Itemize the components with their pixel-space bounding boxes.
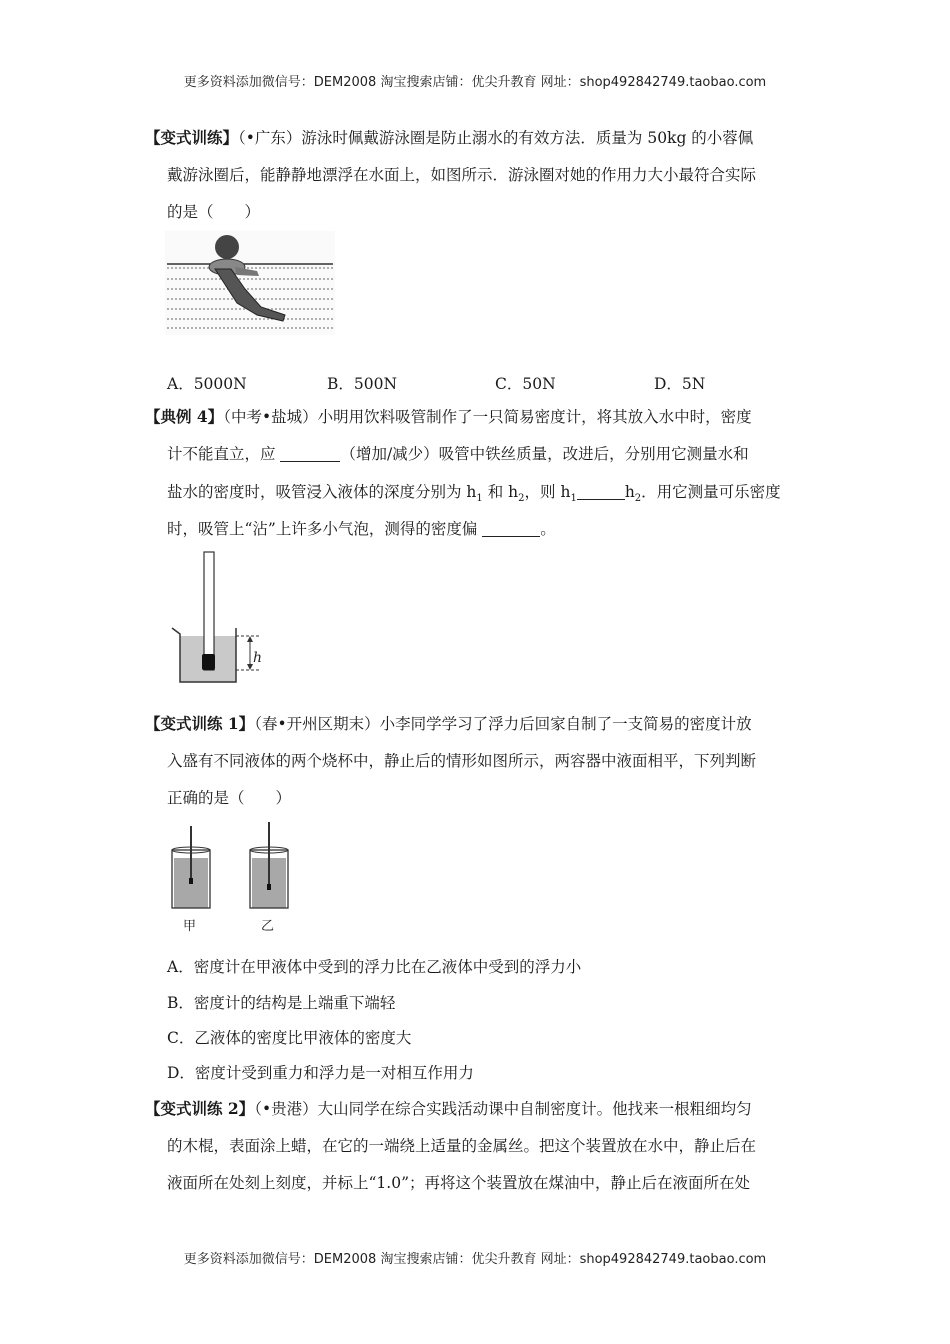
q1-line2: 戴游泳圈后，能静静地漂浮在水面上，如图所示．游泳圈对她的作用力大小最符合实际 <box>167 166 757 184</box>
q3-option-d: D．密度计受到重力和浮力是一对相互作用力 <box>167 1064 474 1082</box>
blank-2[interactable] <box>577 483 625 500</box>
blank-1[interactable] <box>280 445 340 462</box>
q4-line1: 【变式训练 2】（•贵港）大山同学在综合实践活动课中自制密度计。他找来一根粗细均匀 <box>145 1099 752 1118</box>
h-label: h <box>253 650 263 666</box>
q3-line2: 入盛有不同液体的两个烧杯中，静止后的情形如图所示，两容器中液面相平，下列判断 <box>167 752 757 770</box>
blank-3[interactable] <box>482 520 540 537</box>
q1-option-b: B．500N <box>327 375 398 393</box>
swimmer-figure <box>165 231 335 335</box>
q4-line3: 液面所在处刻上刻度，并标上“1.0”；再将这个装置放在煤油中，静止后在液面所在处 <box>167 1174 751 1192</box>
label-yi: 乙 <box>261 919 275 934</box>
q4-tag: 【变式训练 2】 <box>145 1099 255 1118</box>
q1-tag: 【变式训练】 <box>145 128 239 147</box>
q1-line1: 【变式训练】（•广东）游泳时佩戴游泳圈是防止溺水的有效方法．质量为 50kg 的小蓉佩 <box>145 128 754 147</box>
q3-tag: 【变式训练 1】 <box>145 714 255 733</box>
q3-line3: 正确的是（ ） <box>167 789 292 807</box>
page-header: 更多资料添加微信号：DEM2008 淘宝搜索店铺：优尖升教育 网址：shop492842749.taobao.com <box>183 75 767 90</box>
q2-line2: 计不能直立，应 （增加/减少）吸管中铁丝质量，改进后，分别用它测量水和 <box>167 445 749 463</box>
q2-line3: 盐水的密度时，吸管浸入液体的深度分别为 $h_1$ 和 $h_2$，则 $h_1$ $h_2$．用它测量可乐密度 <box>167 483 781 505</box>
q1-option-a: A．5000N <box>167 375 247 393</box>
q1-option-d: D．5N <box>654 375 706 393</box>
q2-tag: 【典例 4】 <box>145 407 224 426</box>
q2-line4: 时，吸管上“沾”上许多小气泡，测得的密度偏 。 <box>167 520 556 538</box>
q3-line1: 【变式训练 1】（春•开州区期末）小李同学学习了浮力后回家自制了一支简易的密度计放 <box>145 714 752 733</box>
two-beakers-figure <box>166 820 296 938</box>
q3-option-b: B．密度计的结构是上端重下端轻 <box>167 994 396 1012</box>
q3-option-a: A．密度计在甲液体中受到的浮力比在乙液体中受到的浮力小 <box>167 958 582 976</box>
q1-line3: 的是（ ） <box>167 203 261 221</box>
q3-option-c: C．乙液体的密度比甲液体的密度大 <box>167 1029 412 1047</box>
page-footer: 更多资料添加微信号：DEM2008 淘宝搜索店铺：优尖升教育 网址：shop492842749.taobao.com <box>183 1252 767 1267</box>
beaker-figure <box>168 550 278 690</box>
q2-line1: 【典例 4】（中考•盐城）小明用饮料吸管制作了一只简易密度计，将其放入水中时，密度 <box>145 407 752 426</box>
label-jia: 甲 <box>183 919 197 934</box>
q4-line2: 的木棍，表面涂上蜡，在它的一端绕上适量的金属丝。把这个装置放在水中，静止后在 <box>167 1137 757 1155</box>
q1-option-c: C．50N <box>495 375 556 393</box>
